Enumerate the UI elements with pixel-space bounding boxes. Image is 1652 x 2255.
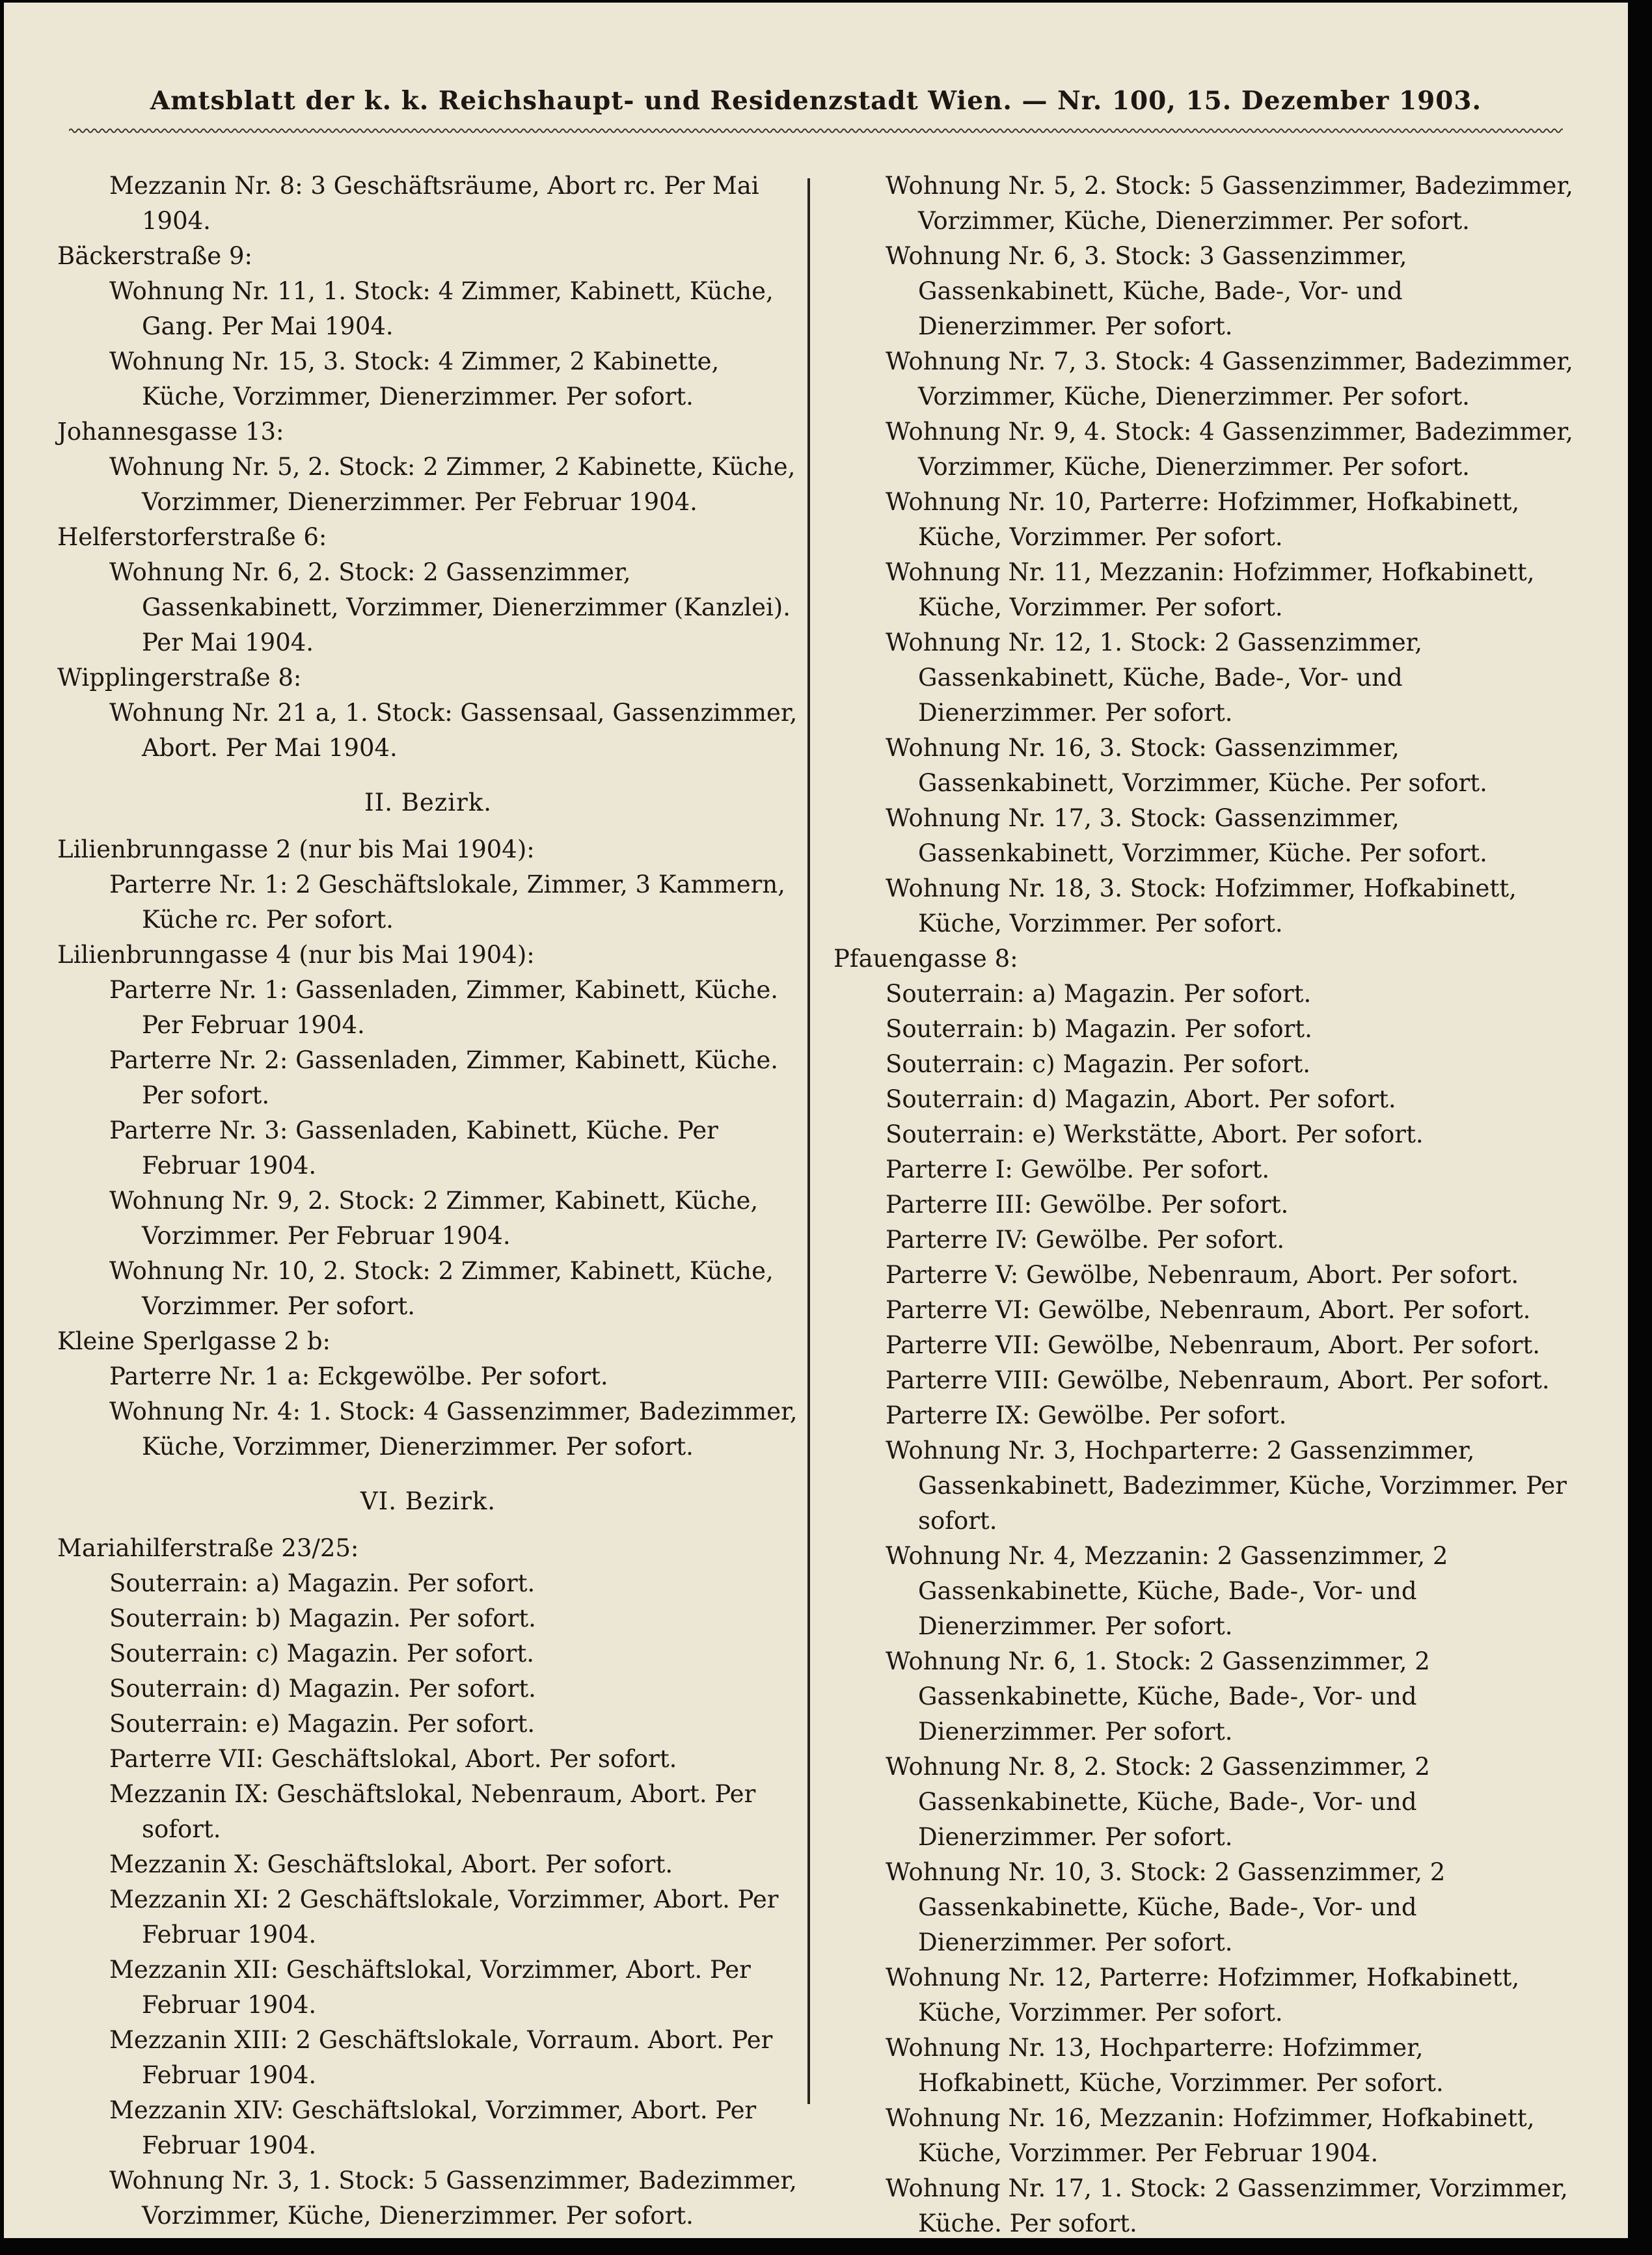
- listing-entry: Souterrain: b) Magazin. Per sofort.: [886, 1015, 1312, 1043]
- listing-entry: Wohnung Nr. 3, 1. Stock: 5 Gassenzimmer, Badezimmer, Vorzimmer, Küche, Dienerzimmer. Per sofort.: [109, 2167, 797, 2230]
- listing-entry: Wohnung Nr. 10, Parterre: Hofzimmer, Hofkabinett, Küche, Vorzimmer. Per sofort.: [886, 488, 1520, 551]
- listing-entry: Parterre III: Gewölbe. Per sofort.: [886, 1191, 1289, 1219]
- street-heading: Bäckerstraße 9:: [57, 242, 252, 270]
- listing-entry: Wohnung Nr. 5, 2. Stock: 5 Gassenzimmer, Badezimmer, Vorzimmer, Küche, Dienerzimmer. Per sofort.: [886, 172, 1573, 235]
- listing-entry: Wohnung Nr. 6, 3. Stock: 3 Gassenzimmer, Gassenkabinett, Küche, Bade-, Vor- und Dienerzimmer. Per sofort.: [886, 242, 1407, 340]
- left-column: [57, 169, 799, 2234]
- street-heading: Pfauengasse 8:: [833, 945, 1018, 973]
- listing-entry: Wohnung Nr. 15, 3. Stock: 4 Zimmer, 2 Kabinette, Küche, Vorzimmer, Dienerzimmer. Per sofort.: [109, 347, 720, 411]
- listing-entry: Souterrain: c) Magazin. Per sofort.: [886, 1050, 1310, 1078]
- listing-entry: Wohnung Nr. 12, 1. Stock: 2 Gassenzimmer, Gassenkabinett, Küche, Bade-, Vor- und Dienerzimmer. Per sofort.: [886, 628, 1423, 727]
- listing-entry: Mezzanin XII: Geschäftslokal, Vorzimmer, Abort. Per Februar 1904.: [109, 1956, 751, 2019]
- listing-entry: Mezzanin Nr. 8: 3 Geschäftsräume, Abort rc. Per Mai 1904.: [109, 172, 759, 235]
- listing-entry: Wohnung Nr. 7, 3. Stock: 4 Gassenzimmer, Badezimmer, Vorzimmer, Küche, Dienerzimmer. Per sofort.: [886, 347, 1573, 411]
- listing-entry: Wohnung Nr. 18, 3. Stock: Hofzimmer, Hofkabinett, Küche, Vorzimmer. Per sofort.: [886, 874, 1517, 938]
- listing-entry: Parterre Nr. 1: 2 Geschäftslokale, Zimmer, 3 Kammern, Küche rc. Per sofort.: [109, 871, 785, 934]
- listing-entry: Souterrain: e) Magazin. Per sofort.: [109, 1710, 535, 1738]
- listing-entry: Wohnung Nr. 3, Hochparterre: 2 Gassenzimmer, Gassenkabinett, Badezimmer, Küche, Vorzimmer. Per sofort.: [886, 1437, 1567, 1535]
- listing-entry: Wohnung Nr. 4: 1. Stock: 4 Gassenzimmer, Badezimmer, Küche, Vorzimmer, Dienerzimmer. Per sofort.: [109, 1398, 798, 1461]
- listing-entry: Parterre V: Gewölbe, Nebenraum, Abort. Per sofort.: [886, 1261, 1519, 1289]
- listing-entry: Parterre VI: Gewölbe, Nebenraum, Abort. Per sofort.: [886, 1296, 1531, 1324]
- listing-entry: Wohnung Nr. 16, 3. Stock: Gassenzimmer, Gassenkabinett, Vorzimmer, Küche. Per sofort.: [886, 734, 1487, 797]
- listing-entry: Wohnung Nr. 11, 1. Stock: 4 Zimmer, Kabinett, Küche, Gang. Per Mai 1904.: [109, 277, 774, 340]
- listing-entry: Parterre VIII: Gewölbe, Nebenraum, Abort. Per sofort.: [886, 1366, 1550, 1394]
- street-heading: Lilienbrunngasse 2 (nur bis Mai 1904):: [57, 835, 535, 863]
- listing-entry: Mezzanin XIII: 2 Geschäftslokale, Vorraum. Abort. Per Februar 1904.: [109, 2026, 773, 2089]
- header-wavy-rule: [69, 126, 1563, 135]
- listing-entry: Souterrain: a) Magazin. Per sofort.: [886, 980, 1312, 1008]
- listing-entry: Parterre Nr. 2: Gassenladen, Zimmer, Kabinett, Küche. Per sofort.: [109, 1046, 779, 1109]
- listing-entry: Wohnung Nr. 11, Mezzanin: Hofzimmer, Hofkabinett, Küche, Vorzimmer. Per sofort.: [886, 558, 1535, 621]
- listing-entry: Parterre I: Gewölbe. Per sofort.: [886, 1155, 1270, 1183]
- listing-entry: Souterrain: d) Magazin. Per sofort.: [109, 1675, 536, 1703]
- listing-entry: Wohnung Nr. 9, 2. Stock: 2 Zimmer, Kabinett, Küche, Vorzimmer. Per Februar 1904.: [109, 1187, 759, 1250]
- listing-entry: Wohnung Nr. 6, 1. Stock: 2 Gassenzimmer, 2 Gassenkabinette, Küche, Bade-, Vor- und Dienerzimmer. Per sofort.: [886, 1647, 1430, 1746]
- street-heading: Helferstorferstraße 6:: [57, 523, 327, 551]
- listing-entry: Mezzanin XIV: Geschäftslokal, Vorzimmer, Abort. Per Februar 1904.: [109, 2096, 757, 2159]
- listing-entry: Mezzanin XI: 2 Geschäftslokale, Vorzimmer, Abort. Per Februar 1904.: [109, 1885, 779, 1949]
- listing-entry: Wohnung Nr. 12, Parterre: Hofzimmer, Hofkabinett, Küche, Vorzimmer. Per sofort.: [886, 1964, 1520, 2027]
- listing-entry: Wohnung Nr. 8, 2. Stock: 2 Gassenzimmer, 2 Gassenkabinette, Küche, Bade-, Vor- und Dienerzimmer. Per sofort.: [886, 1753, 1430, 1851]
- listing-entry: Parterre VII: Geschäftslokal, Abort. Per sofort.: [109, 1745, 677, 1773]
- listing-entry: Wohnung Nr. 21 a, 1. Stock: Gassensaal, Gassenzimmer, Abort. Per Mai 1904.: [109, 699, 798, 762]
- listing-entry: Parterre IV: Gewölbe. Per sofort.: [886, 1226, 1285, 1254]
- listing-entry: Mezzanin X: Geschäftslokal, Abort. Per sofort.: [109, 1850, 673, 1878]
- district-heading: II. Bezirk.: [364, 789, 493, 817]
- listing-entry: Souterrain: c) Magazin. Per sofort.: [109, 1640, 534, 1668]
- street-heading: Kleine Sperlgasse 2 b:: [57, 1327, 331, 1355]
- listing-entry: Parterre IX: Gewölbe. Per sofort.: [886, 1401, 1287, 1429]
- document-page: [4, 3, 1628, 2238]
- listing-entry: Souterrain: e) Werkstätte, Abort. Per sofort.: [886, 1120, 1424, 1148]
- listing-entry: Parterre VII: Gewölbe, Nebenraum, Abort. Per sofort.: [886, 1331, 1541, 1359]
- page-header: Amtsblatt der k. k. Reichshaupt- und Residenzstadt Wien. — Nr. 100, 15. Dezember 1903.: [150, 86, 1482, 116]
- listing-entry: Wohnung Nr. 17, 1. Stock: 2 Gassenzimmer, Vorzimmer, Küche. Per sofort.: [886, 2174, 1568, 2237]
- listing-entry: Parterre Nr. 1: Gassenladen, Zimmer, Kabinett, Küche. Per Februar 1904.: [109, 976, 779, 1039]
- listing-entry: Souterrain: d) Magazin, Abort. Per sofort.: [886, 1085, 1396, 1113]
- listing-entry: Wohnung Nr. 10, 3. Stock: 2 Gassenzimmer, 2 Gassenkabinette, Küche, Bade-, Vor- und Dienerzimmer. Per sofort.: [886, 1858, 1446, 1956]
- listing-entry: Wohnung Nr. 10, 2. Stock: 2 Zimmer, Kabinett, Küche, Vorzimmer. Per sofort.: [109, 1257, 774, 1320]
- listing-entry: Wohnung Nr. 4, Mezzanin: 2 Gassenzimmer, 2 Gassenkabinette, Küche, Bade-, Vor- und Dienerzimmer. Per sofort.: [886, 1542, 1448, 1640]
- street-heading: Wipplingerstraße 8:: [57, 664, 302, 692]
- listing-entry: Wohnung Nr. 5, 2. Stock: 2 Zimmer, 2 Kabinette, Küche, Vorzimmer, Dienerzimmer. Per Februar 1904.: [109, 453, 796, 516]
- listing-entry: Wohnung Nr. 17, 3. Stock: Gassenzimmer, Gassenkabinett, Vorzimmer, Küche. Per sofort.: [886, 804, 1487, 867]
- right-column: [833, 169, 1575, 2238]
- listing-entry: Parterre Nr. 1 a: Eckgewölbe. Per sofort.: [109, 1362, 608, 1390]
- listing-entry: Mezzanin IX: Geschäftslokal, Nebenraum, Abort. Per sofort.: [109, 1780, 756, 1843]
- listing-entry: Souterrain: b) Magazin. Per sofort.: [109, 1604, 536, 1632]
- street-heading: Johannesgasse 13:: [57, 418, 284, 446]
- column-divider: [807, 178, 810, 2104]
- listing-entry: Souterrain: a) Magazin. Per sofort.: [109, 1569, 535, 1597]
- listing-entry: Wohnung Nr. 9, 4. Stock: 4 Gassenzimmer, Badezimmer, Vorzimmer, Küche, Dienerzimmer. Per sofort.: [886, 418, 1573, 481]
- district-heading: VI. Bezirk.: [360, 1487, 496, 1515]
- listing-entry: Wohnung Nr. 16, Mezzanin: Hofzimmer, Hofkabinett, Küche, Vorzimmer. Per Februar 1904.: [886, 2104, 1535, 2167]
- listing-entry: Wohnung Nr. 6, 2. Stock: 2 Gassenzimmer, Gassenkabinett, Vorzimmer, Dienerzimmer (Kanzlei). Per Mai 1904.: [109, 558, 791, 656]
- listing-entry: Wohnung Nr. 13, Hochparterre: Hofzimmer, Hofkabinett, Küche, Vorzimmer. Per sofort.: [886, 2034, 1444, 2097]
- listing-entry: Parterre Nr. 3: Gassenladen, Kabinett, Küche. Per Februar 1904.: [109, 1116, 718, 1180]
- street-heading: Mariahilferstraße 23/25:: [57, 1534, 359, 1562]
- street-heading: Lilienbrunngasse 4 (nur bis Mai 1904):: [57, 941, 535, 969]
